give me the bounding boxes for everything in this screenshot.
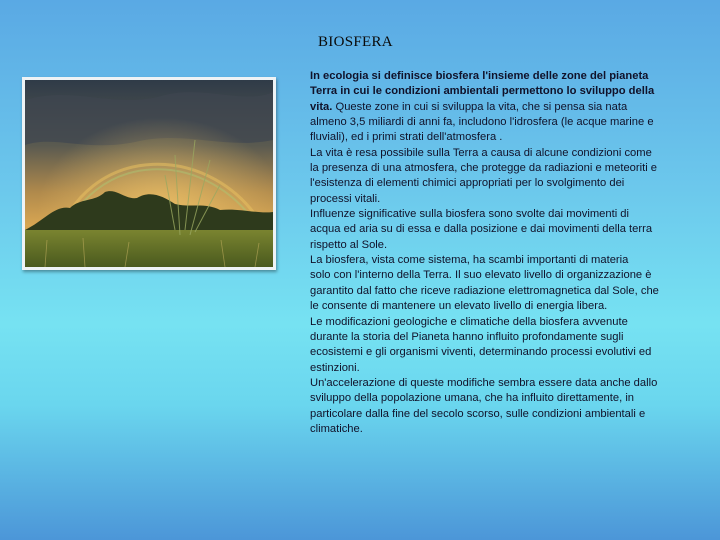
paragraph-influences: Influenze significative sulla biosfera sono svolte dai movimenti di acqua ed aria su di essa e dalla posizione e dai movimenti della terra rispetto al Sole.	[310, 208, 653, 251]
paragraph-system: La biosfera, vista come sistema, ha scambi importanti di materia solo con l'interno della Terra. Il suo elevato livello di organizzazione è garantito dal fatto che riceve radiazione elettromagnetica dal Sole, che le consente di mantenere un elevato livello di energia libera.	[310, 254, 659, 313]
rainbow-landscape-image	[25, 80, 273, 267]
intro-continuation: Queste zone in cui si sviluppa la vita, che si pensa sia nata almeno 3,5 miliardi di anni fa, includono l'idrosfera (le acque marine e fluviali), ed i primi strati dell'atmosfera .	[310, 100, 654, 144]
landscape-photo	[22, 77, 276, 270]
paragraph-modifications: Le modificazioni geologiche e climatiche della biosfera avvenute durante la storia del Pianeta hanno influito profondamente sugli ecosistemi e gli organismi viventi, determinando processi evolutivi ed estinzioni.	[310, 315, 652, 374]
paragraph-conditions: La vita è resa possibile sulla Terra a causa di alcune condizioni come la presenza di una atmosfera, che protegge da radiazioni e meteoriti e l'esistenza di elementi chimici appropriati per lo svolgimento dei processi vitali.	[310, 146, 658, 205]
body-text	[310, 69, 690, 437]
paragraph-acceleration: Un'accelerazione di queste modifiche sembra essere data anche dallo sviluppo della popolazione umana, che ha influito direttamente, in particolare dalla fine del secolo scorso, sulle condizioni ambientali e climatiche.	[310, 376, 658, 435]
slide-title: BIOSFERA	[318, 34, 393, 50]
intro-paragraph	[310, 69, 690, 146]
intro-definition: In ecologia si definisce biosfera l'insieme delle zone del pianeta Terra in cui le condizioni ambientali permettono lo sviluppo della vita.	[310, 70, 655, 113]
